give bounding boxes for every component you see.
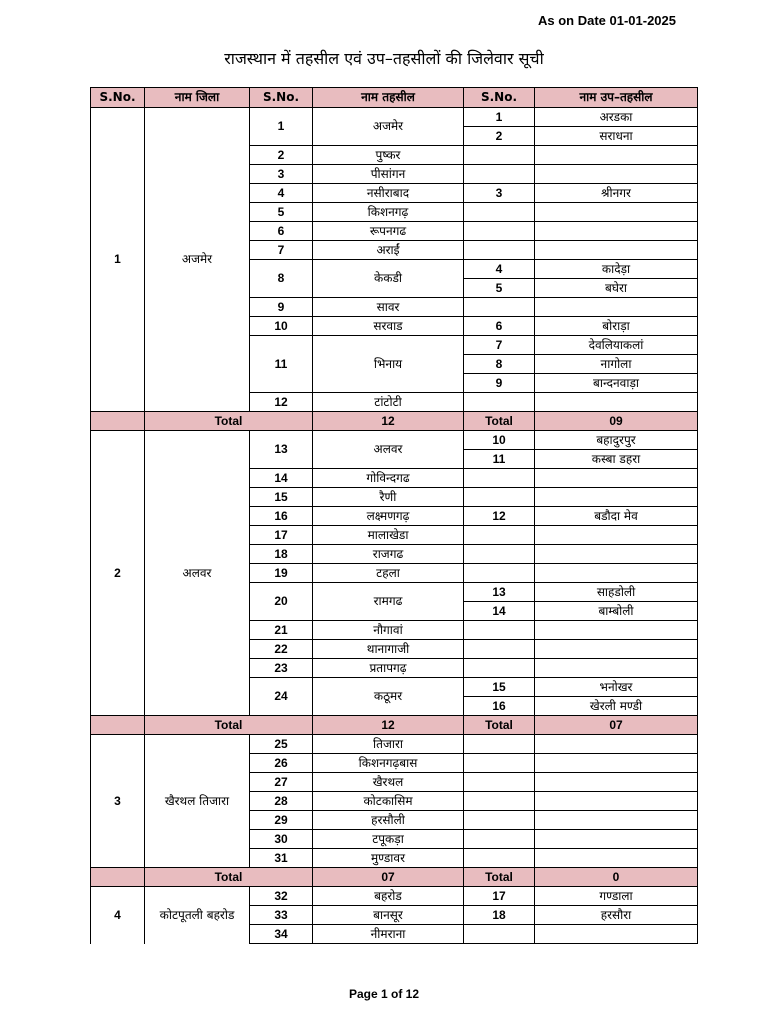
subtehsil-sno: 15 xyxy=(464,678,535,697)
subtehsil-sno: 7 xyxy=(464,336,535,355)
empty-cell xyxy=(91,868,145,887)
empty-cell xyxy=(535,393,698,412)
tehsil-name: नसीराबाद xyxy=(313,184,464,203)
empty-cell xyxy=(535,222,698,241)
empty-cell xyxy=(535,146,698,165)
subtehsil-sno: 12 xyxy=(464,507,535,526)
empty-cell xyxy=(535,241,698,260)
subtehsil-sno: 13 xyxy=(464,583,535,602)
empty-cell xyxy=(535,621,698,640)
tehsil-name: लक्ष्मणगढ़ xyxy=(313,507,464,526)
subtehsil-name: कस्बा डहरा xyxy=(535,450,698,469)
total-sub-label: Total xyxy=(464,412,535,431)
total-row xyxy=(91,412,698,431)
table-row xyxy=(91,108,698,127)
empty-cell xyxy=(535,298,698,317)
total-tehsils: 07 xyxy=(313,868,464,887)
empty-cell xyxy=(464,545,535,564)
subtehsil-name: बडौदा मेव xyxy=(535,507,698,526)
subtehsil-name: बघेरा xyxy=(535,279,698,298)
subtehsil-name: गण्डाला xyxy=(535,887,698,906)
empty-cell xyxy=(535,488,698,507)
tehsil-name: तिजारा xyxy=(313,735,464,754)
header-tehsil-sno: S.No. xyxy=(250,88,313,108)
tehsil-name: अजमेर xyxy=(313,108,464,146)
tehsil-sno: 21 xyxy=(250,621,313,640)
empty-cell xyxy=(91,716,145,735)
subtehsil-sno: 5 xyxy=(464,279,535,298)
empty-cell xyxy=(464,640,535,659)
tehsil-sno: 14 xyxy=(250,469,313,488)
empty-cell xyxy=(535,735,698,754)
subtehsil-sno: 8 xyxy=(464,355,535,374)
tehsil-sno: 23 xyxy=(250,659,313,678)
tehsil-sno: 18 xyxy=(250,545,313,564)
subtehsil-sno: 14 xyxy=(464,602,535,621)
table-row xyxy=(91,431,698,450)
empty-cell xyxy=(535,640,698,659)
header-tehsil-name: नाम तहसील xyxy=(313,88,464,108)
empty-cell xyxy=(464,526,535,545)
tehsil-name: खैरथल xyxy=(313,773,464,792)
subtehsil-name: नागोला xyxy=(535,355,698,374)
tehsil-sno: 32 xyxy=(250,887,313,906)
empty-cell xyxy=(464,925,535,944)
tehsil-sno: 20 xyxy=(250,583,313,621)
tehsil-sno: 24 xyxy=(250,678,313,716)
empty-cell xyxy=(464,203,535,222)
tehsil-name: कठूमर xyxy=(313,678,464,716)
subtehsil-name: बान्दनवाड़ा xyxy=(535,374,698,393)
total-sub-label: Total xyxy=(464,868,535,887)
tehsil-sno: 1 xyxy=(250,108,313,146)
table-row xyxy=(91,735,698,754)
tehsil-name: राजगढ xyxy=(313,545,464,564)
tehsil-sno: 11 xyxy=(250,336,313,393)
total-tehsils: 12 xyxy=(313,412,464,431)
total-sub-label: Total xyxy=(464,716,535,735)
empty-cell xyxy=(535,165,698,184)
page-title: राजस्थान में तहसील एवं उप–तहसीलों की जिलेवार सूची xyxy=(224,49,544,68)
tehsil-name: सरवाड xyxy=(313,317,464,336)
tehsil-name: गोविन्दगढ xyxy=(313,469,464,488)
total-row xyxy=(91,716,698,735)
subtehsil-name: अरडका xyxy=(535,108,698,127)
tehsil-sno: 2 xyxy=(250,146,313,165)
empty-cell xyxy=(464,222,535,241)
table-row xyxy=(91,887,698,906)
tehsil-name: टांटोटी xyxy=(313,393,464,412)
tehsil-name: केकडी xyxy=(313,260,464,298)
total-subtehsils: 07 xyxy=(535,716,698,735)
subtehsil-sno: 3 xyxy=(464,184,535,203)
tehsil-sno: 31 xyxy=(250,849,313,868)
tehsil-sno: 9 xyxy=(250,298,313,317)
tehsil-sno: 28 xyxy=(250,792,313,811)
empty-cell xyxy=(464,792,535,811)
subtehsil-name: बोराड़ा xyxy=(535,317,698,336)
header-subtehsil-name: नाम उप–तहसील xyxy=(535,88,698,108)
tehsil-name: अलवर xyxy=(313,431,464,469)
subtehsil-name: हरसौरा xyxy=(535,906,698,925)
empty-cell xyxy=(464,811,535,830)
tehsil-name: मुण्डावर xyxy=(313,849,464,868)
subtehsil-sno: 10 xyxy=(464,431,535,450)
empty-cell xyxy=(535,469,698,488)
subtehsil-sno: 6 xyxy=(464,317,535,336)
empty-cell xyxy=(464,564,535,583)
subtehsil-sno: 1 xyxy=(464,108,535,127)
tehsil-sno: 33 xyxy=(250,906,313,925)
empty-cell xyxy=(91,412,145,431)
tehsil-name: रूपनगढ xyxy=(313,222,464,241)
tehsil-sno: 5 xyxy=(250,203,313,222)
tehsil-name: नीमराना xyxy=(313,925,464,944)
tehsil-sno: 4 xyxy=(250,184,313,203)
subtehsil-sno: 9 xyxy=(464,374,535,393)
tehsil-sno: 10 xyxy=(250,317,313,336)
tehsil-name: अराईं xyxy=(313,241,464,260)
empty-cell xyxy=(464,773,535,792)
tehsil-sno: 29 xyxy=(250,811,313,830)
tehsil-name: कोटकासिम xyxy=(313,792,464,811)
header-subtehsil-sno: S.No. xyxy=(464,88,535,108)
empty-cell xyxy=(464,830,535,849)
header-row xyxy=(91,88,698,108)
district-sno: 2 xyxy=(91,431,145,716)
tehsil-sno: 12 xyxy=(250,393,313,412)
tehsil-name: पीसांगन xyxy=(313,165,464,184)
subtehsil-sno: 18 xyxy=(464,906,535,925)
tehsil-name: रैणी xyxy=(313,488,464,507)
header-district-sno: S.No. xyxy=(91,88,145,108)
tehsil-name: मालाखेडा xyxy=(313,526,464,545)
tehsil-sno: 25 xyxy=(250,735,313,754)
total-label: Total xyxy=(145,868,313,887)
total-subtehsils: 09 xyxy=(535,412,698,431)
district-name: खैरथल तिजारा xyxy=(145,735,250,868)
empty-cell xyxy=(464,488,535,507)
district-sno: 3 xyxy=(91,735,145,868)
tehsil-name: प्रतापगढ़ xyxy=(313,659,464,678)
tehsil-sno: 7 xyxy=(250,241,313,260)
subtehsil-name: देवलियाकलां xyxy=(535,336,698,355)
tehsil-sno: 8 xyxy=(250,260,313,298)
district-sno: 4 xyxy=(91,887,145,944)
tehsil-name: नौगावां xyxy=(313,621,464,640)
district-name: अजमेर xyxy=(145,108,250,412)
empty-cell xyxy=(535,545,698,564)
empty-cell xyxy=(464,146,535,165)
empty-cell xyxy=(464,165,535,184)
total-row xyxy=(91,868,698,887)
tehsil-name: टहला xyxy=(313,564,464,583)
subtehsil-name: भनोखर xyxy=(535,678,698,697)
district-name: कोटपूतली बहरोड xyxy=(145,887,250,944)
tehsil-sno: 13 xyxy=(250,431,313,469)
total-tehsils: 12 xyxy=(313,716,464,735)
subtehsil-sno: 17 xyxy=(464,887,535,906)
subtehsil-name: साहडोली xyxy=(535,583,698,602)
tehsil-name: थानागाजी xyxy=(313,640,464,659)
tehsil-sno: 3 xyxy=(250,165,313,184)
tehsil-sno: 6 xyxy=(250,222,313,241)
empty-cell xyxy=(535,849,698,868)
subtehsil-name: श्रीनगर xyxy=(535,184,698,203)
subtehsil-name: खेरली मण्डी xyxy=(535,697,698,716)
total-subtehsils: 0 xyxy=(535,868,698,887)
tehsil-sno: 30 xyxy=(250,830,313,849)
subtehsil-sno: 2 xyxy=(464,127,535,146)
empty-cell xyxy=(535,811,698,830)
tehsil-sno: 27 xyxy=(250,773,313,792)
tehsil-name: बहरोड xyxy=(313,887,464,906)
total-label: Total xyxy=(145,412,313,431)
district-name: अलवर xyxy=(145,431,250,716)
header-district-name: नाम जिला xyxy=(145,88,250,108)
subtehsil-name: बाम्बोली xyxy=(535,602,698,621)
empty-cell xyxy=(535,526,698,545)
empty-cell xyxy=(535,792,698,811)
empty-cell xyxy=(464,241,535,260)
tehsil-name: बानसूर xyxy=(313,906,464,925)
district-sno: 1 xyxy=(91,108,145,412)
empty-cell xyxy=(535,754,698,773)
tehsil-sno: 19 xyxy=(250,564,313,583)
empty-cell xyxy=(464,298,535,317)
empty-cell xyxy=(535,830,698,849)
empty-cell xyxy=(464,849,535,868)
tehsil-name: सावर xyxy=(313,298,464,317)
empty-cell xyxy=(464,621,535,640)
empty-cell xyxy=(464,659,535,678)
tehsil-name: टपूकड़ा xyxy=(313,830,464,849)
tehsil-name: हरसौली xyxy=(313,811,464,830)
total-label: Total xyxy=(145,716,313,735)
page-number: Page 1 of 12 xyxy=(348,987,420,1001)
tehsil-name: पुष्कर xyxy=(313,146,464,165)
as-on-date: As on Date 01-01-2025 xyxy=(537,13,676,28)
empty-cell xyxy=(464,469,535,488)
tehsil-sno: 17 xyxy=(250,526,313,545)
subtehsil-name: कादेड़ा xyxy=(535,260,698,279)
tehsil-table xyxy=(90,87,698,944)
tehsil-sno: 26 xyxy=(250,754,313,773)
subtehsil-name: बहादुरपुर xyxy=(535,431,698,450)
empty-cell xyxy=(535,925,698,944)
empty-cell xyxy=(464,393,535,412)
empty-cell xyxy=(535,564,698,583)
tehsil-name: भिनाय xyxy=(313,336,464,393)
tehsil-sno: 22 xyxy=(250,640,313,659)
subtehsil-sno: 4 xyxy=(464,260,535,279)
tehsil-name: रामगढ xyxy=(313,583,464,621)
subtehsil-sno: 16 xyxy=(464,697,535,716)
empty-cell xyxy=(535,659,698,678)
tehsil-sno: 34 xyxy=(250,925,313,944)
subtehsil-name: सराधना xyxy=(535,127,698,146)
tehsil-name: किशनगढ़ xyxy=(313,203,464,222)
empty-cell xyxy=(464,754,535,773)
subtehsil-sno: 11 xyxy=(464,450,535,469)
empty-cell xyxy=(535,773,698,792)
tehsil-name: किशनगढ़बास xyxy=(313,754,464,773)
empty-cell xyxy=(535,203,698,222)
empty-cell xyxy=(464,735,535,754)
tehsil-sno: 15 xyxy=(250,488,313,507)
tehsil-sno: 16 xyxy=(250,507,313,526)
